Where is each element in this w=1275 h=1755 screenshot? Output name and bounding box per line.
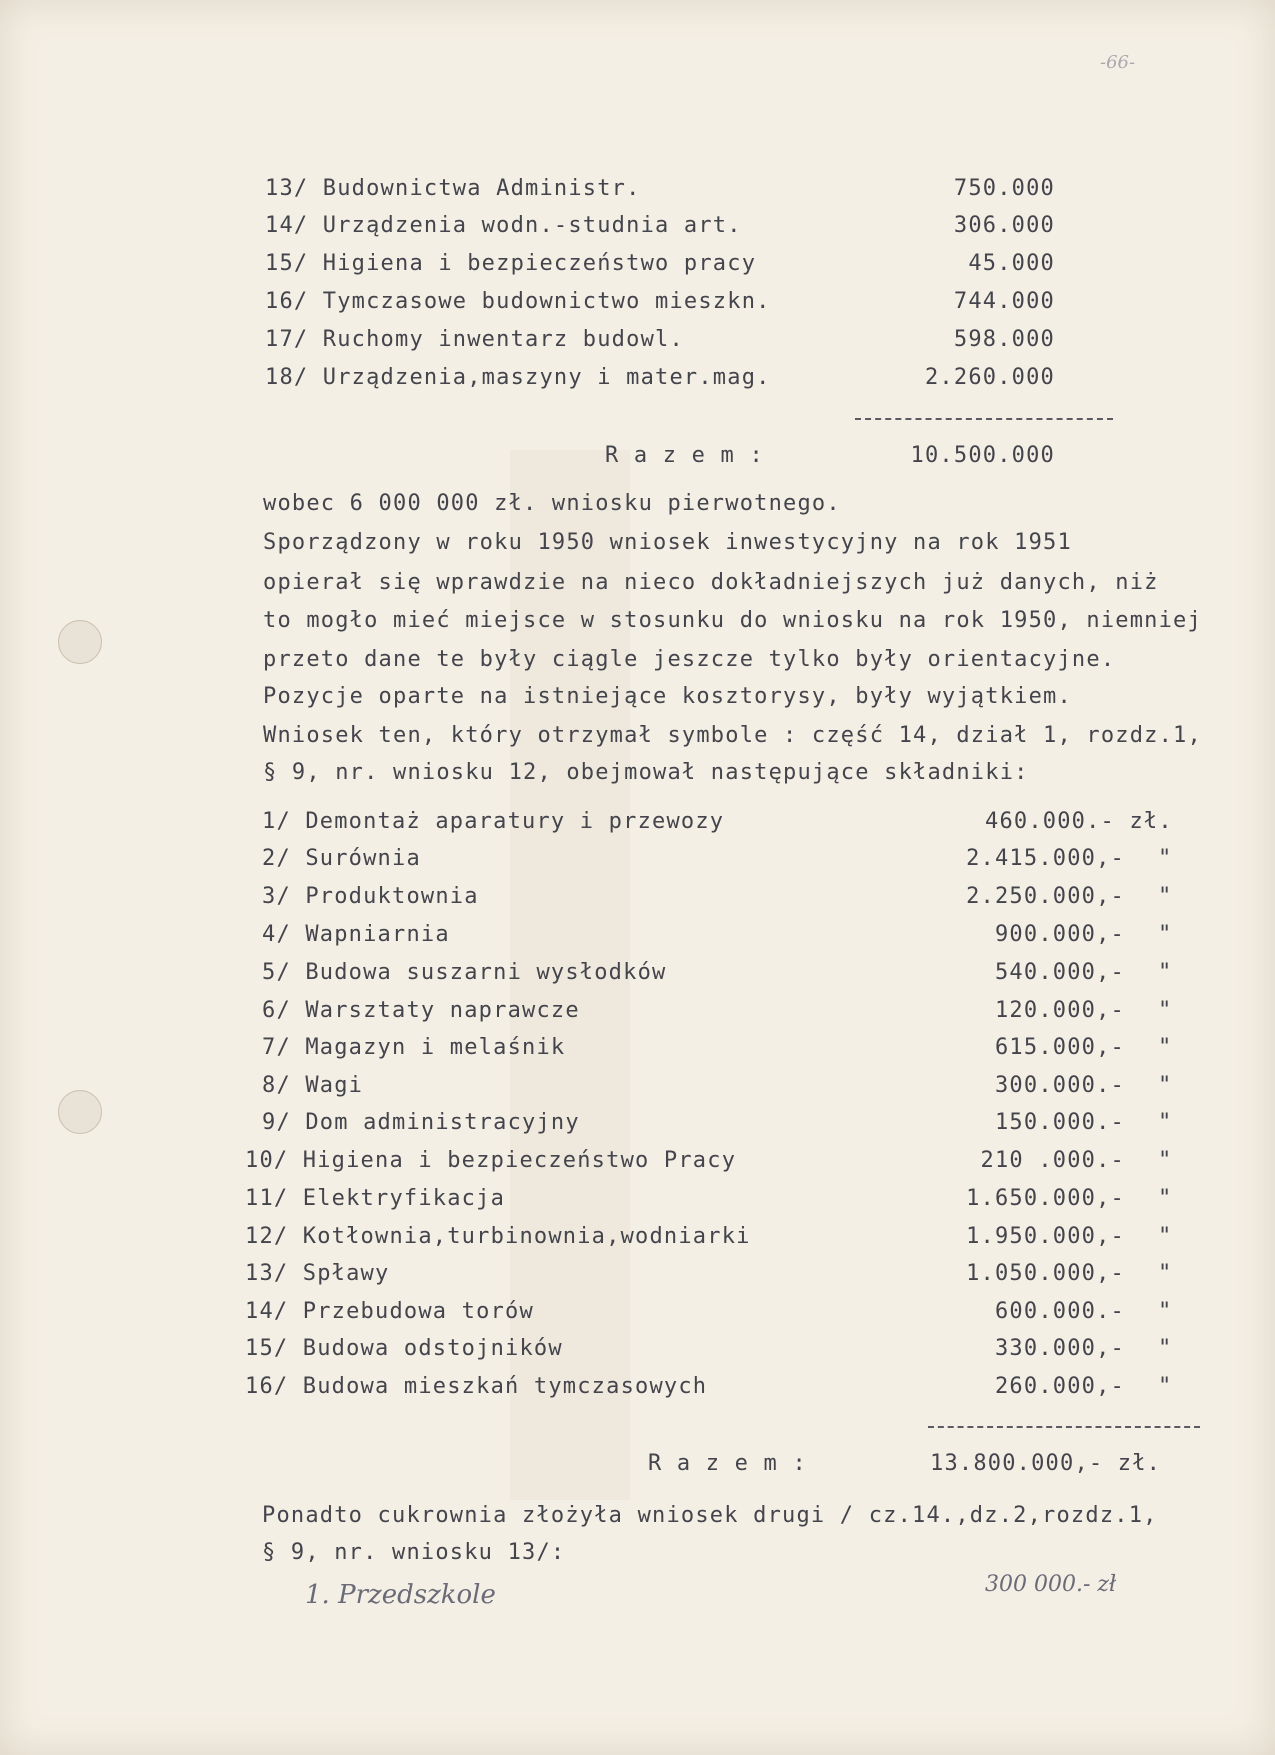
list-item-label: 9/ Dom administracyjny: [262, 1110, 580, 1135]
ditto-mark: ": [1158, 960, 1173, 985]
list-item-label: 15/ Budowa odstojników: [245, 1336, 563, 1361]
page-number: -66-: [1100, 52, 1136, 73]
list-item-amount: 120.000,-: [994, 998, 1125, 1023]
list-item-label: 8/ Wagi: [262, 1073, 364, 1098]
list-item-amount: 2.250.000,-: [966, 884, 1125, 909]
list-item-amount: 460.000.- zł.: [985, 809, 1173, 834]
total-amount: 13.800.000,- zł.: [930, 1451, 1162, 1476]
list-item-amount: 900.000,-: [994, 922, 1125, 947]
sum-rule: [928, 1426, 1200, 1428]
paragraph-line: Pozycje oparte na istniejące kosztorysy, były wyjątkiem.: [263, 684, 1072, 709]
ditto-mark: ": [1158, 1336, 1173, 1361]
list-item-label: 17/ Ruchomy inwentarz budowl.: [265, 327, 684, 352]
list-item-amount: 598.000: [953, 327, 1055, 352]
list-item-label: 2/ Surównia: [262, 846, 421, 871]
list-item-label: 7/ Magazyn i melaśnik: [262, 1035, 566, 1060]
list-item-label: 18/ Urządzenia,maszyny i mater.mag.: [265, 365, 771, 390]
list-item-label: 12/ Kotłownia,turbinownia,wodniarki: [245, 1224, 751, 1249]
list-item-amount: 1.050.000,-: [966, 1261, 1125, 1286]
list-item-label: 5/ Budowa suszarni wysłodków: [262, 960, 667, 985]
list-item-amount: 330.000,-: [994, 1336, 1125, 1361]
list-item-amount: 300.000.-: [994, 1073, 1125, 1098]
list-item-amount: 2.415.000,-: [966, 846, 1125, 871]
list-item-amount: 2.260.000: [924, 365, 1055, 390]
list-item-amount: 615.000,-: [994, 1035, 1125, 1060]
punch-hole: [58, 1090, 102, 1134]
list-item-amount: 1.950.000,-: [966, 1224, 1125, 1249]
list-item-amount: 45.000: [968, 251, 1055, 276]
list-item-label: 13/ Spławy: [245, 1261, 390, 1286]
sum-rule: [855, 418, 1113, 420]
list-item-label: 11/ Elektryfikacja: [245, 1186, 506, 1211]
list-item-amount: 540.000,-: [994, 960, 1125, 985]
list-item-label: 1/ Demontaż aparatury i przewozy: [262, 809, 725, 834]
ditto-mark: ": [1158, 1035, 1173, 1060]
punch-hole: [58, 620, 102, 664]
list-item-label: 16/ Budowa mieszkań tymczasowych: [245, 1374, 708, 1399]
list-item-amount: 260.000,-: [994, 1374, 1125, 1399]
paragraph-line: Wniosek ten, który otrzymał symbole : część 14, dział 1, rozdz.1,: [263, 723, 1202, 748]
ditto-mark: ": [1158, 1299, 1173, 1324]
list-item-amount: 150.000.-: [994, 1110, 1125, 1135]
paragraph-line: opierał się wprawdzie na nieco dokładniejszych już danych, niż: [263, 570, 1159, 595]
list-item-label: 6/ Warsztaty naprawcze: [262, 998, 580, 1023]
ditto-mark: ": [1158, 1261, 1173, 1286]
ditto-mark: ": [1158, 1224, 1173, 1249]
list-item-label: 4/ Wapniarnia: [262, 922, 450, 947]
list-item-amount: 744.000: [953, 289, 1055, 314]
closing-line: § 9, nr. wniosku 13/:: [262, 1540, 566, 1565]
list-item-label: 3/ Produktownia: [262, 884, 479, 909]
paragraph-line: § 9, nr. wniosku 12, obejmował następujące składniki:: [263, 760, 1029, 785]
list-item-label: 16/ Tymczasowe budownictwo mieszkn.: [265, 289, 771, 314]
list-item-amount: 306.000: [953, 213, 1055, 238]
paragraph-line: to mogło mieć miejsce w stosunku do wniosku na rok 1950, niemniej: [263, 608, 1202, 633]
ditto-mark: ": [1158, 1110, 1173, 1135]
list-item-amount: 750.000: [953, 176, 1055, 201]
handwritten-amount: 300 000.- zł: [985, 1572, 1117, 1597]
ditto-mark: ": [1158, 998, 1173, 1023]
list-item-label: 13/ Budownictwa Administr.: [265, 176, 641, 201]
list-item-amount: 210 .000.-: [980, 1148, 1125, 1173]
list-item-label: 14/ Przebudowa torów: [245, 1299, 534, 1324]
list-item-label: 14/ Urządzenia wodn.-studnia art.: [265, 213, 742, 238]
ditto-mark: ": [1158, 1186, 1173, 1211]
list-item-amount: 1.650.000,-: [966, 1186, 1125, 1211]
paragraph-line: przeto dane te były ciągle jeszcze tylko były orientacyjne.: [263, 647, 1116, 672]
ditto-mark: ": [1158, 922, 1173, 947]
total-label: R a z e m :: [648, 1451, 807, 1476]
list-item-label: 10/ Higiena i bezpieczeństwo Pracy: [245, 1148, 737, 1173]
closing-line: Ponadto cukrownia złożyła wniosek drugi / cz.14.,dz.2,rozdz.1,: [262, 1503, 1158, 1528]
ditto-mark: ": [1158, 1073, 1173, 1098]
handwritten-item: 1. Przedszkole: [305, 1580, 496, 1610]
paragraph-line: Sporządzony w roku 1950 wniosek inwestycyjny na rok 1951: [263, 530, 1072, 555]
ditto-mark: ": [1158, 884, 1173, 909]
ditto-mark: ": [1158, 846, 1173, 871]
total-amount: 10.500.000: [910, 443, 1055, 468]
paragraph-line: wobec 6 000 000 zł. wniosku pierwotnego.: [263, 491, 841, 516]
list-item-amount: 600.000.-: [994, 1299, 1125, 1324]
ditto-mark: ": [1158, 1374, 1173, 1399]
ditto-mark: ": [1158, 1148, 1173, 1173]
list-item-label: 15/ Higiena i bezpieczeństwo pracy: [265, 251, 757, 276]
total-label: R a z e m :: [605, 443, 764, 468]
